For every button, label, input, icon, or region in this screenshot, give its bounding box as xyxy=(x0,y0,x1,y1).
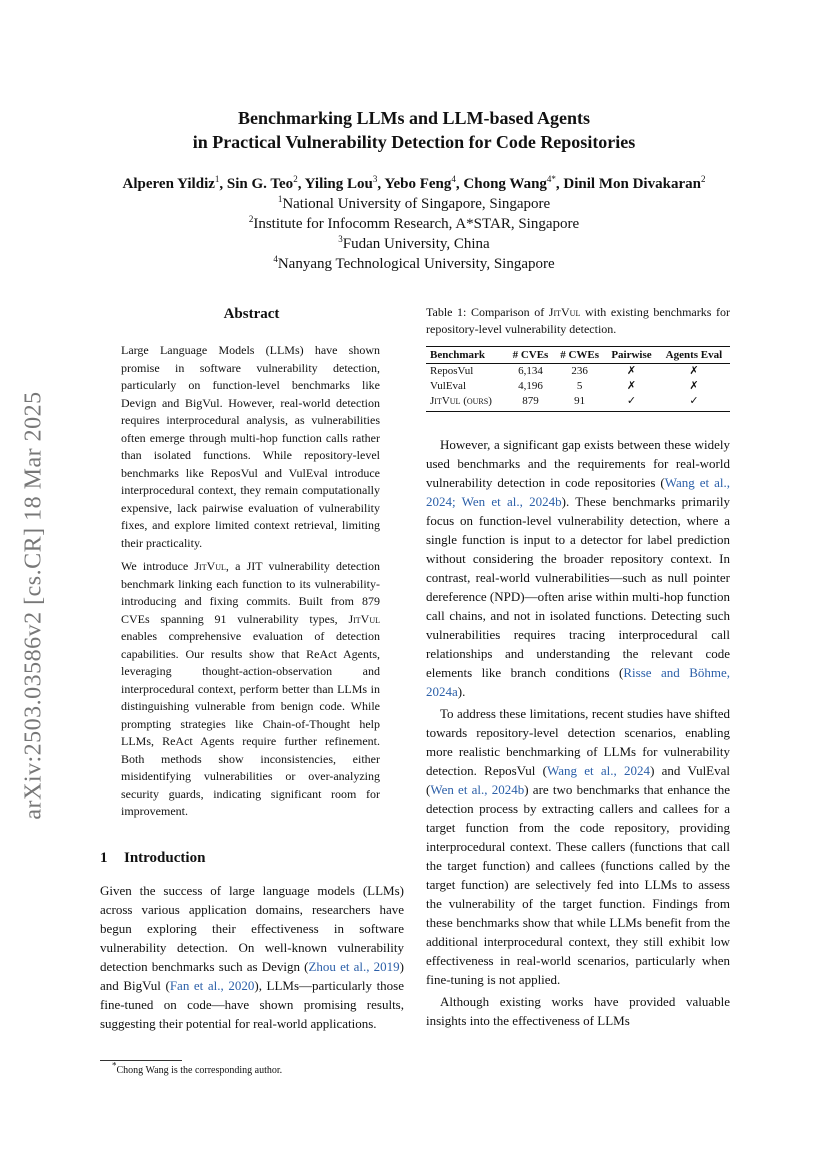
table-caption: Table 1: Comparison of JitVul with existing benchmarks for repository-level vulnerability detection. xyxy=(426,305,730,336)
comparison-table xyxy=(426,346,730,412)
affiliation: $^3$Fudan University, China xyxy=(338,234,490,252)
column-header: Benchmark xyxy=(426,347,507,364)
body-paragraph: To address these limitations, recent studies have shifted towards repository-level detection scenarios, enabling more realistic benchmarking of LLMs for vulnerability detection. ReposVul (Wang et al., 2024) and VulEval (Wen et al., 2024b) are two benchmarks that enhance the detection process by extracting callers and callees for a target function from the code repository, providing interprocedural context. These callers (functions that call the target function) and callees (functions called by the target function) are selectively fed into LLMs to assess the vulnerability of the target function. Findings from these benchmarks show that while LLMs benefit from the additional interprocedural context, they still exhibit low effectiveness in real-world scenarios, particularly when fine-tuning is not applied. xyxy=(426,706,731,987)
author-list: Alperen Yildiz$^1$, Sin G. Teo$^2$, Yiling Lou$^3$, Yebo Feng$^4$, Chong Wang$^{4*}$, Dinil Mon Divakaran$^2$ xyxy=(122,174,706,192)
column-header: Agents Eval xyxy=(658,347,730,364)
footnote: *Chong Wang is the corresponding author. xyxy=(112,1060,283,1076)
citation-link[interactable]: Risse and Böhme, 2024a xyxy=(426,665,730,699)
abstract-paragraph-2: We introduce JitVul, a JIT vulnerability detection benchmark linking each function to its vulnerability-introducing and fixing commits. Built from 879 CVEs spanning 91 vulnerability types, JitVul enables comprehensive evaluation of detection capabilities. Our results show that ReAct Agents, leveraging thought-action-observation and interprocedural context, perform better than LLMs in distinguishing vulnerable from benign code. While prompting strategies like Chain-of-Thought help LLMs, ReAct Agents require further refinement. Both methods show inconsistencies, either misidentifying vulnerabilities or over-analyzing security guards, indicating significant room for improvement. xyxy=(121,559,381,818)
author: Yiling Lou xyxy=(304,176,373,192)
affiliation: $^4$Nanyang Technological University, Singapore xyxy=(273,254,555,272)
arxiv-identifier: arXiv:2503.03586v2 [cs.CR] 18 Mar 2025 xyxy=(20,390,47,820)
affiliation: $^1$National University of Singapore, Singapore xyxy=(277,194,551,212)
table-row: ReposVul 6,134 236 ✗ ✗ xyxy=(430,365,699,377)
body-paragraph: Although existing works have provided valuable insights into the effectiveness of LLMs xyxy=(426,994,730,1028)
citation-link[interactable]: Wen et al., 2024b xyxy=(430,782,525,797)
abstract-heading: Abstract xyxy=(223,306,280,322)
paper-title xyxy=(100,106,728,154)
column-header: # CWEs xyxy=(554,347,605,364)
affiliation: $^2$Institute for Infocomm Research, A*STAR, Singapore xyxy=(248,214,580,232)
arxiv-sidebar xyxy=(14,360,54,850)
right-column-body xyxy=(426,435,730,1033)
column-header: # CVEs xyxy=(507,347,554,364)
author: Chong Wang xyxy=(463,176,547,192)
title-line-2: in Practical Vulnerability Detection for Code Repositories xyxy=(192,132,636,152)
table-row: VulEval 4,196 5 ✗ ✗ xyxy=(430,380,699,392)
abstract-paragraph-1: Large Language Models (LLMs) have shown promise in software vulnerability detection, particularly on function-level benchmarks like Devign and BigVul. However, real-world detection requires interprocedural analysis, as vulnerabilities often emerge through multi-hop function calls rather than isolated functions. While repository-level benchmarks like ReposVul and VulEval introduce interprocedural context, they remain computationally expensive, lack pairwise evaluation of vulnerability fixes, and explore limited context retrieval, limiting their practicality. xyxy=(121,343,380,550)
body-paragraph: However, a significant gap exists between these widely used benchmarks and the requirements for real-world vulnerability detection in code repositories (Wang et al., 2024; Wen et al., 2024b). These benchmarks primarily focus on function-level vulnerability detection, where a single function is input to a detector for label prediction without considering the broader repository context. In contrast, real-world vulnerabilities—such as null pointer dereference (NPD)—often arise within multi-hop function call chains, and not in isolated functions. Detecting such vulnerabilities requires tracing interprocedural call relationships and understanding the relevant code elements like branch conditions (Risse and Böhme, 2024a). xyxy=(426,437,731,699)
author: Dinil Mon Divakaran xyxy=(563,176,701,192)
citation-link[interactable]: Wang et al., 2024 xyxy=(546,763,651,778)
affiliation-list xyxy=(100,194,728,274)
table-header-row xyxy=(426,347,730,364)
intro-paragraph: Given the success of large language models (LLMs) across various application domains, researchers have begun exploring their effectiveness in software vulnerability detection. On well-known vulnerability detection benchmarks such as Devign (Zhou et al., 2019) and BigVul (Fan et al., 2020), LLMs—particularly those fine-tuned on code—have shown promising results, suggesting their potential for real-world applications. xyxy=(100,883,405,1031)
column-header: Pairwise xyxy=(605,347,658,364)
title-line-1: Benchmarking LLMs and LLM-based Agents xyxy=(237,108,591,128)
author: Alperen Yildiz xyxy=(122,176,215,192)
section-heading-introduction: 1 Introduction xyxy=(100,850,206,866)
table-row: JitVul (ours) 879 91 ✓ ✓ xyxy=(426,394,730,412)
citation-link[interactable]: Zhou et al., 2019 xyxy=(308,959,400,974)
abstract-body xyxy=(121,342,380,827)
author: Yebo Feng xyxy=(384,176,452,192)
author: Sin G. Teo xyxy=(226,176,294,192)
citation-link[interactable]: Fan et al., 2020 xyxy=(169,978,255,993)
citation-link[interactable]: Wang et al., 2024; Wen et al., 2024b xyxy=(426,475,730,509)
